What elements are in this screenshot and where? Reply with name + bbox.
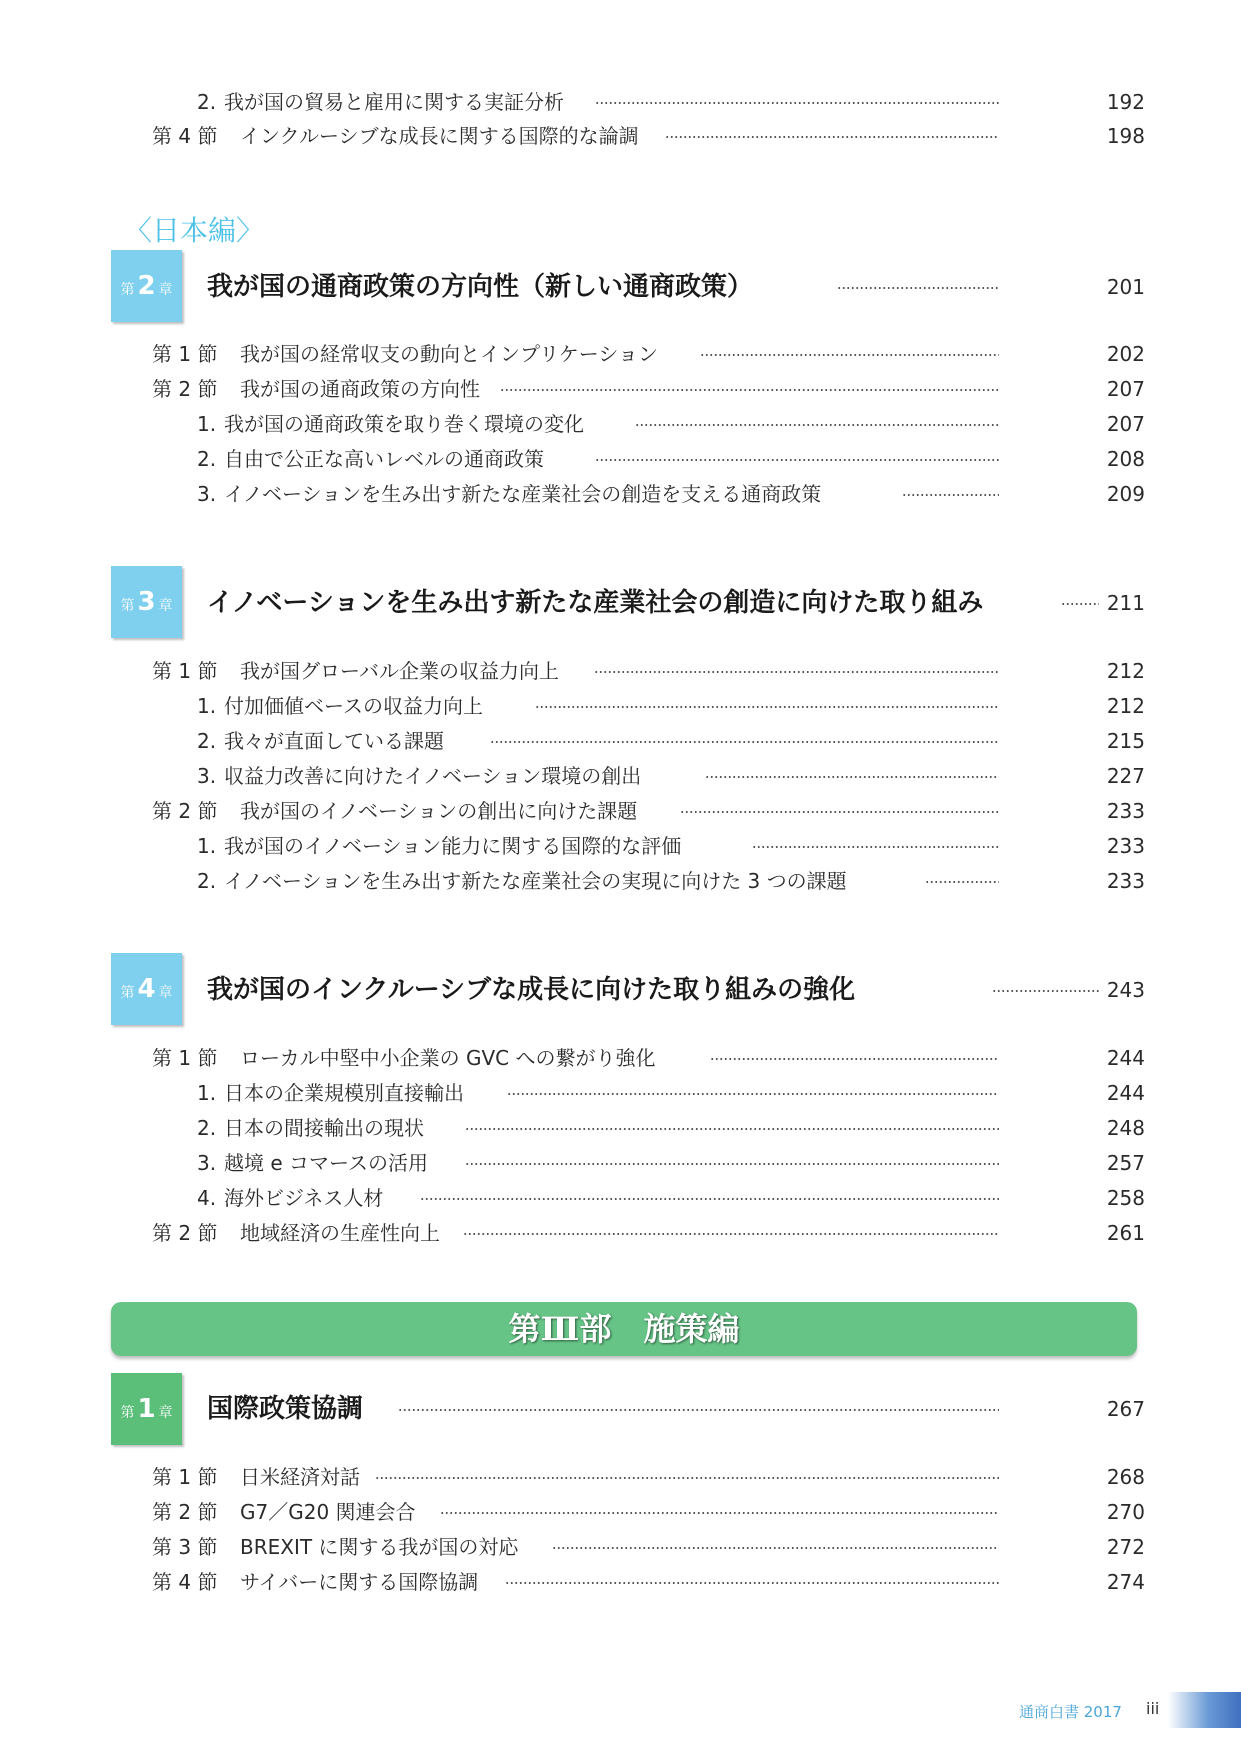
leader-dots	[700, 354, 999, 356]
page-number: 261	[1106, 1221, 1145, 1245]
footer-page-number: iii	[1146, 1699, 1160, 1718]
chapter-title: 我が国の通商政策の方向性（新しい通商政策）	[207, 272, 754, 302]
leader-dots	[992, 990, 1099, 992]
leader-dots	[902, 494, 999, 496]
leader-dots	[507, 1093, 999, 1095]
leader-dots	[505, 1582, 999, 1584]
item-number: 2.	[197, 1116, 217, 1140]
section-label: 第 4 節	[152, 1570, 218, 1594]
leader-dots	[665, 136, 999, 138]
item-title: 付加価値ベースの収益力向上	[224, 694, 483, 718]
section-label: 第 4 節	[152, 124, 218, 148]
leader-dots	[463, 1233, 999, 1235]
toc-row[interactable]	[0, 1565, 1241, 1599]
item-number: 3.	[197, 1151, 217, 1175]
toc-row[interactable]	[0, 372, 1241, 406]
item-title: 海外ビジネス人材	[224, 1186, 384, 1210]
page-number: 258	[1106, 1186, 1145, 1210]
item-title: イノベーションを生み出す新たな産業社会の創造を支える通商政策	[224, 482, 822, 506]
chapter-row[interactable]	[0, 583, 1241, 623]
leader-dots	[680, 811, 999, 813]
chapter-badge: 第 2 章	[111, 250, 182, 322]
toc-row[interactable]	[0, 794, 1241, 828]
toc-row[interactable]	[0, 407, 1241, 441]
item-title: インクルーシブな成長に関する国際的な論調	[240, 124, 639, 148]
chapter-row[interactable]	[0, 1389, 1241, 1429]
section-label: 第 2 節	[152, 377, 218, 401]
page-number: 209	[1106, 482, 1145, 506]
page-number: 207	[1106, 377, 1145, 401]
section-label: 第 1 節	[152, 1465, 218, 1489]
page-number: 267	[1106, 1397, 1145, 1421]
page-number: 272	[1106, 1535, 1145, 1559]
toc-row[interactable]	[0, 1076, 1241, 1110]
item-title: 我が国の通商政策を取り巻く環境の変化	[224, 412, 584, 436]
toc-row[interactable]	[0, 724, 1241, 758]
chapter-row[interactable]	[0, 267, 1241, 307]
toc-row[interactable]	[0, 337, 1241, 371]
section-heading-japan: 〈日本編〉	[124, 214, 265, 247]
footer-publication: 通商白書 2017	[1019, 1703, 1122, 1721]
item-number: 1.	[197, 1081, 217, 1105]
leader-dots	[710, 1058, 999, 1060]
item-number: 1.	[197, 694, 217, 718]
item-title: G7／G20 関連会合	[240, 1500, 416, 1524]
section-label: 第 1 節	[152, 659, 218, 683]
page-number: 201	[1106, 275, 1145, 299]
item-title: ローカル中堅中小企業の GVC への繋がり強化	[240, 1046, 656, 1070]
leader-dots	[398, 1409, 999, 1411]
leader-dots	[552, 1547, 999, 1549]
leader-dots	[1061, 603, 1099, 605]
page-number: 233	[1106, 834, 1145, 858]
toc-row[interactable]	[0, 654, 1241, 688]
toc-row[interactable]	[0, 85, 1241, 119]
toc-row[interactable]	[0, 442, 1241, 476]
chapter-title: イノベーションを生み出す新たな産業社会の創造に向けた取り組み	[207, 588, 984, 618]
chapter-title: 国際政策協調	[207, 1394, 364, 1424]
section-label: 第 1 節	[152, 1046, 218, 1070]
item-number: 2.	[197, 447, 217, 471]
chapter-badge: 第 1 章	[111, 1373, 182, 1445]
page-number: 211	[1106, 591, 1145, 615]
page-number: 192	[1106, 90, 1145, 114]
item-title: 地域経済の生産性向上	[240, 1221, 440, 1245]
page-number: 207	[1106, 412, 1145, 436]
leader-dots	[705, 776, 999, 778]
toc-row[interactable]	[0, 864, 1241, 898]
item-number: 3.	[197, 482, 217, 506]
leader-dots	[594, 671, 999, 673]
section-label: 第 1 節	[152, 342, 218, 366]
item-title: 収益力改善に向けたイノベーション環境の創出	[224, 764, 642, 788]
section-label: 第 2 節	[152, 1221, 218, 1245]
leader-dots	[465, 1163, 999, 1165]
page-number: 233	[1106, 799, 1145, 823]
item-title: 我が国のイノベーションの創出に向けた課題	[240, 799, 638, 823]
page-number: 212	[1106, 659, 1145, 683]
item-title: 日米経済対話	[240, 1465, 360, 1489]
page-number: 274	[1106, 1570, 1145, 1594]
item-title: 越境 e コマースの活用	[224, 1151, 429, 1175]
item-number: 2.	[197, 869, 217, 893]
item-title: 我が国の貿易と雇用に関する実証分析	[224, 90, 564, 114]
toc-row[interactable]	[0, 1111, 1241, 1145]
toc-row[interactable]	[0, 1495, 1241, 1529]
chapter-title: 我が国のインクルーシブな成長に向けた取り組みの強化	[207, 975, 856, 1005]
toc-row[interactable]	[0, 1146, 1241, 1180]
page-number: 270	[1106, 1500, 1145, 1524]
item-title: 日本の企業規模別直接輸出	[224, 1081, 464, 1105]
item-title: 我が国のイノベーション能力に関する国際的な評価	[224, 834, 682, 858]
leader-dots	[595, 102, 999, 104]
leader-dots	[375, 1477, 999, 1479]
page-number: 244	[1106, 1046, 1145, 1070]
section-label: 第 2 節	[152, 799, 218, 823]
toc-row[interactable]	[0, 1041, 1241, 1075]
leader-dots	[752, 846, 999, 848]
page-number: 248	[1106, 1116, 1145, 1140]
toc-row[interactable]	[0, 1181, 1241, 1215]
chapter-badge: 第 3 章	[111, 566, 182, 638]
leader-dots	[535, 706, 999, 708]
leader-dots	[465, 1128, 999, 1130]
item-title: イノベーションを生み出す新たな産業社会の実現に向けた 3 つの課題	[224, 869, 847, 893]
section-label: 第 2 節	[152, 1500, 218, 1524]
chapter-badge: 第 4 章	[111, 953, 182, 1025]
leader-dots	[635, 424, 999, 426]
item-number: 2.	[197, 90, 217, 114]
item-number: 1.	[197, 412, 217, 436]
item-number: 1.	[197, 834, 217, 858]
page-number: 257	[1106, 1151, 1145, 1175]
toc-row[interactable]	[0, 689, 1241, 723]
item-title: 我が国の経常収支の動向とインプリケーション	[240, 342, 658, 366]
page-number: 212	[1106, 694, 1145, 718]
page-number: 227	[1106, 764, 1145, 788]
page-number: 243	[1106, 978, 1145, 1002]
leader-dots	[837, 287, 999, 289]
item-title: サイバーに関する国際協調	[240, 1570, 479, 1594]
footer-gradient-bar	[1168, 1692, 1241, 1728]
page-number: 208	[1106, 447, 1145, 471]
toc-row[interactable]	[0, 1460, 1241, 1494]
leader-dots	[925, 881, 999, 883]
leader-dots	[490, 741, 999, 743]
toc-row[interactable]	[0, 1216, 1241, 1250]
item-title: 我が国の通商政策の方向性	[240, 377, 480, 401]
item-title: 我々が直面している課題	[224, 729, 444, 753]
toc-row[interactable]	[0, 829, 1241, 863]
item-title: 日本の間接輸出の現状	[224, 1116, 424, 1140]
part-heading-bar: 第Ⅲ部 施策編	[111, 1302, 1137, 1356]
section-label: 第 3 節	[152, 1535, 218, 1559]
item-title: 自由で公正な高いレベルの通商政策	[224, 447, 544, 471]
leader-dots	[500, 389, 999, 391]
toc-row[interactable]	[0, 119, 1241, 153]
page-number: 202	[1106, 342, 1145, 366]
item-title: BREXIT に関する我が国の対応	[240, 1535, 519, 1559]
leader-dots	[595, 459, 999, 461]
leader-dots	[440, 1512, 999, 1514]
page-number: 198	[1106, 124, 1145, 148]
page-number: 233	[1106, 869, 1145, 893]
page-number: 215	[1106, 729, 1145, 753]
toc-row[interactable]	[0, 477, 1241, 511]
toc-row[interactable]	[0, 1530, 1241, 1564]
page-number: 268	[1106, 1465, 1145, 1489]
item-number: 3.	[197, 764, 217, 788]
item-number: 2.	[197, 729, 217, 753]
leader-dots	[420, 1198, 999, 1200]
page-number: 244	[1106, 1081, 1145, 1105]
chapter-row[interactable]	[0, 970, 1241, 1010]
item-number: 4.	[197, 1186, 217, 1210]
item-title: 我が国グローバル企業の収益力向上	[240, 659, 559, 683]
toc-row[interactable]	[0, 759, 1241, 793]
